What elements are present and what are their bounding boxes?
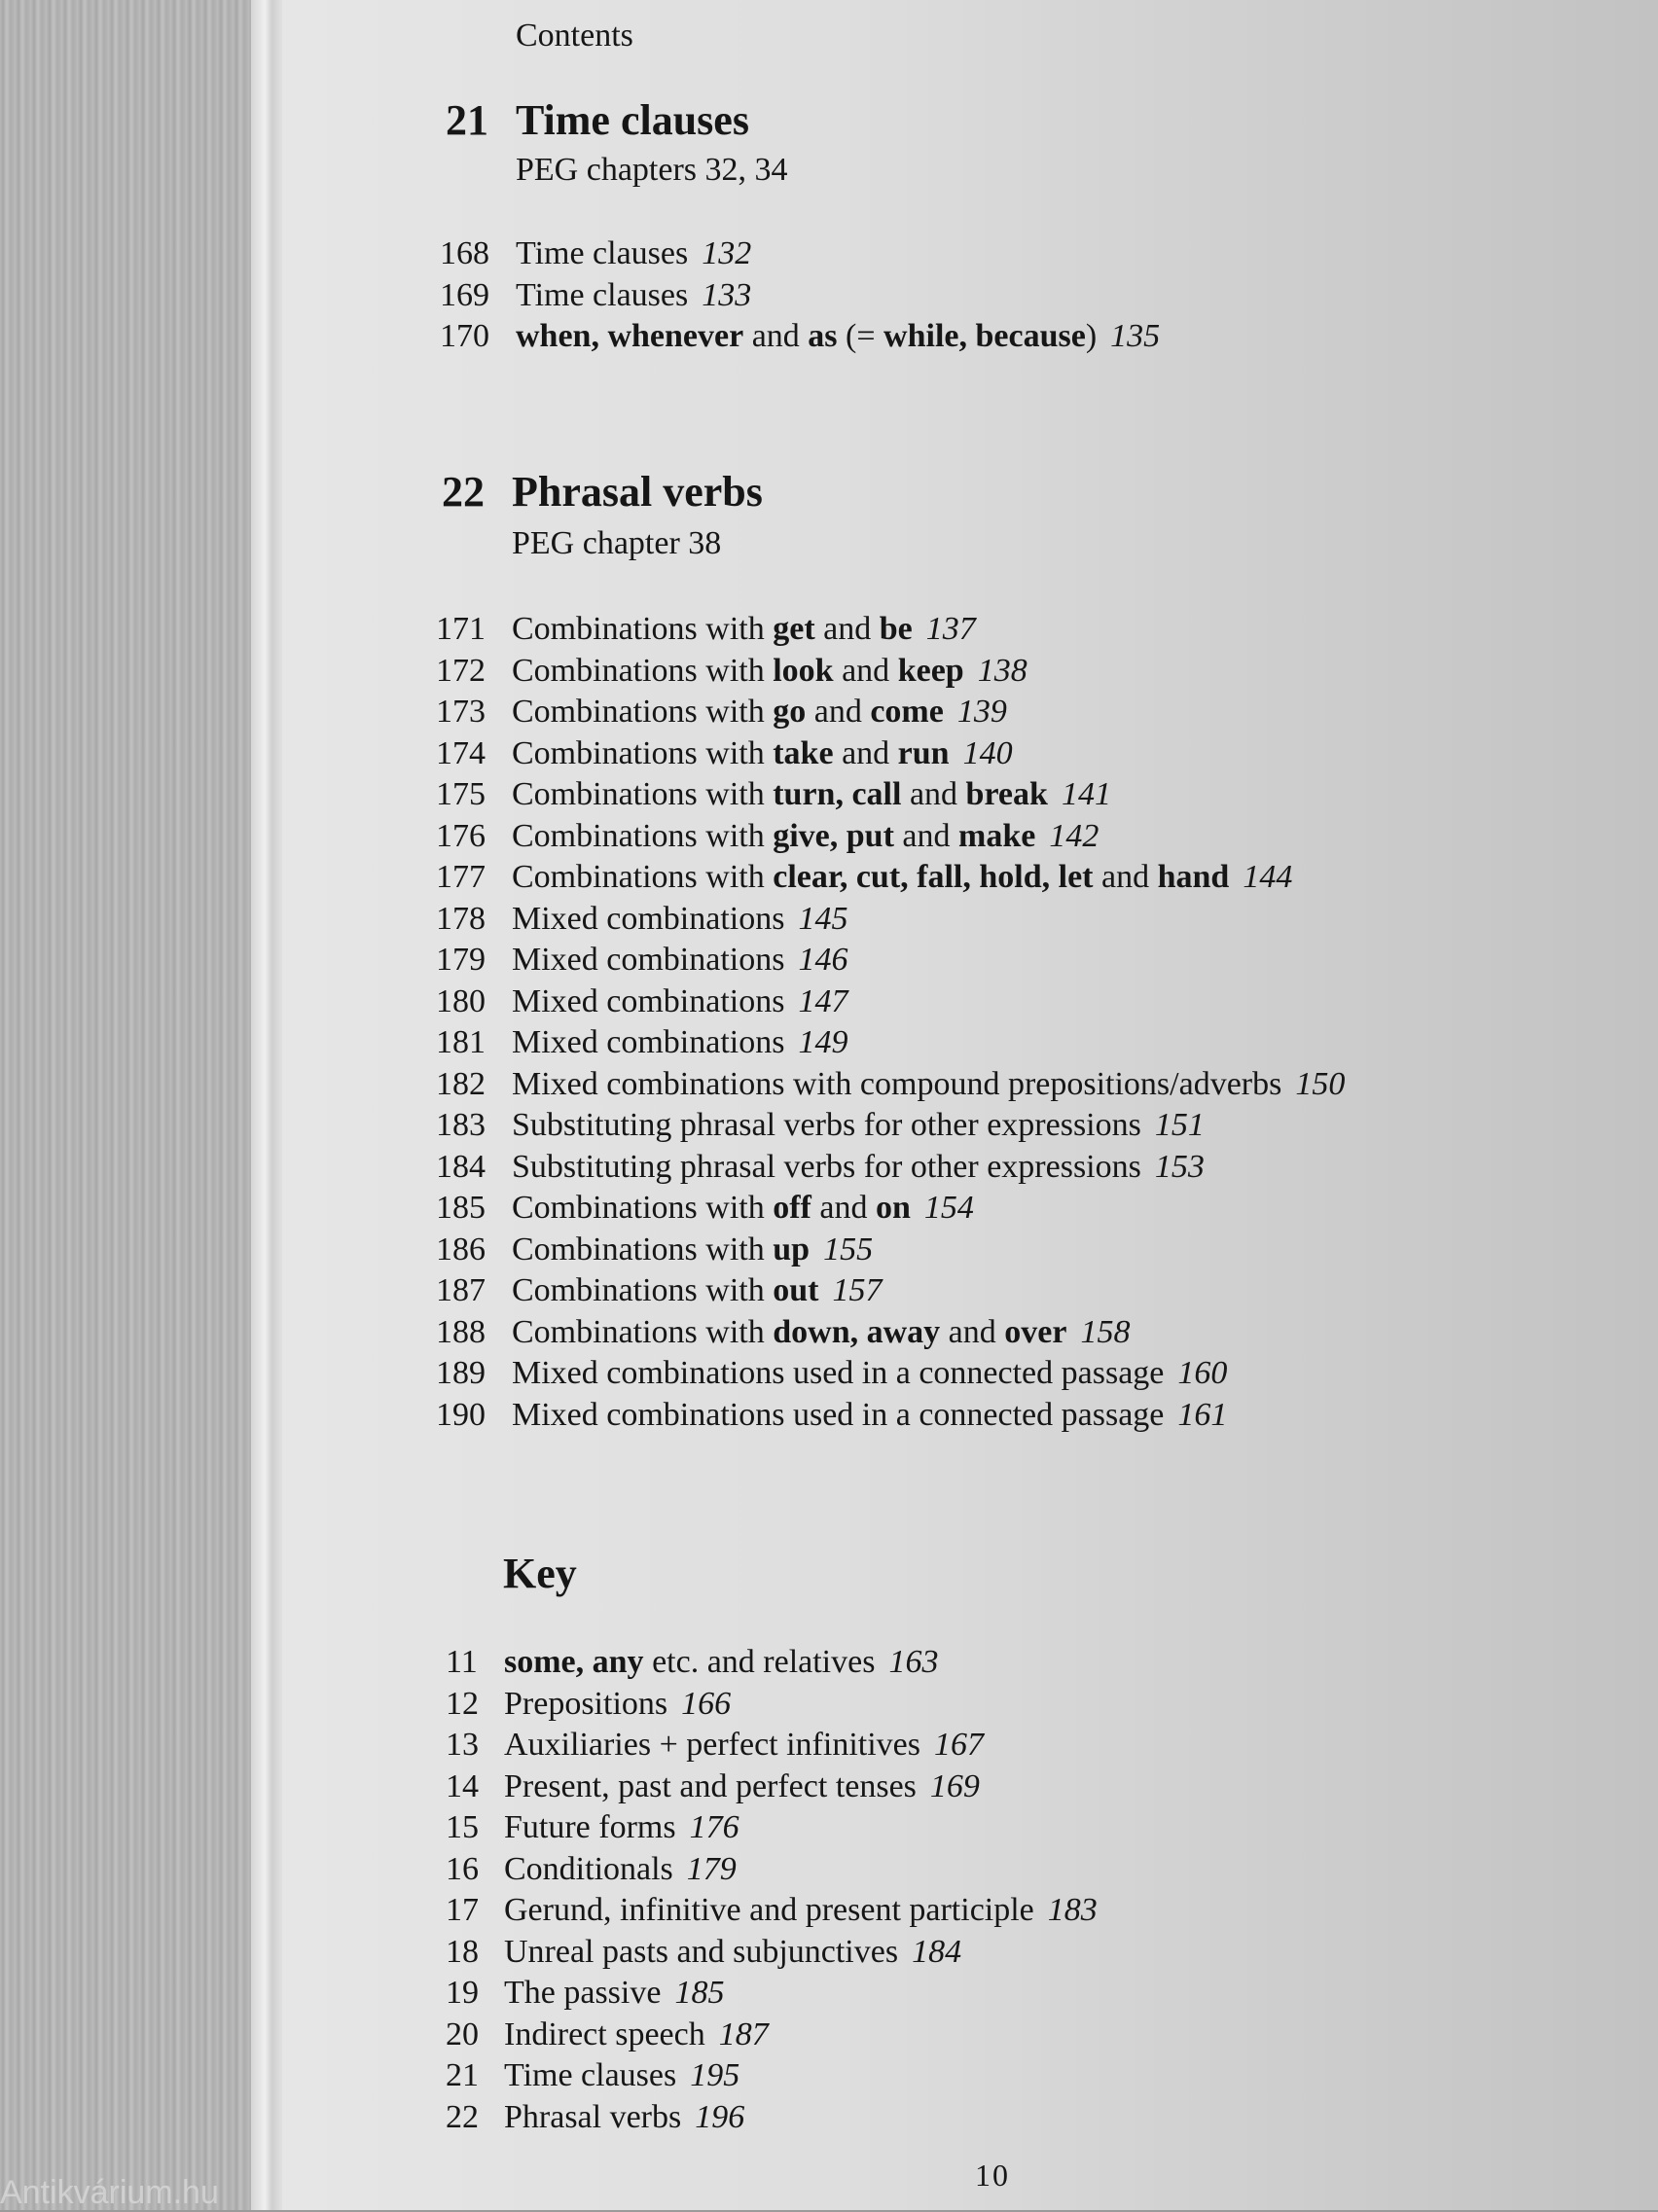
entry-text: and [806,694,871,730]
entry-keyword: be [879,611,913,647]
entry-page: 157 [832,1272,883,1308]
toc-entry [446,1849,1098,1891]
entry-text: Combinations with [512,611,774,647]
entry-keyword: some, any [504,1644,644,1680]
entry-keyword: as [808,318,838,354]
entry-text: Mixed combinations used in a connected passage [512,1396,1165,1433]
entry-number: 184 [436,1148,486,1185]
entry-keyword: make [958,817,1036,854]
entry-keyword: give, put [773,817,894,854]
entry-page: 150 [1295,1065,1346,1102]
entry-page: 169 [929,1767,980,1804]
toc-entry [436,1270,1345,1312]
entry-keyword: over [1004,1313,1067,1350]
entry-text: Combinations with [512,776,774,812]
entry-page: 154 [923,1190,974,1226]
entry-page: 185 [674,1975,725,2011]
entry-text: Mixed combinations with compound prepositions/adverbs [512,1065,1282,1102]
entry-text: Combinations with [512,734,774,771]
entry-page: 184 [912,1933,962,1970]
toc-entry [436,899,1345,941]
entry-number: 11 [446,1644,478,1680]
entry-keyword: on [875,1190,911,1226]
entry-page: 144 [1243,859,1293,895]
entry-text: and [833,734,898,771]
toc-entry [436,774,1345,816]
entry-number: 13 [446,1727,479,1763]
entry-keyword: off [773,1190,811,1226]
toc-entry [446,2015,1098,2056]
entry-text: Combinations with [512,652,774,689]
entry-page: 158 [1080,1313,1131,1350]
toc-entry [436,1230,1345,1271]
entry-number: 187 [436,1272,486,1308]
entry-page: 146 [798,942,848,978]
entry-text: Mixed combinations [512,900,785,937]
toc-entry [446,1642,1098,1684]
toc-entry [436,981,1345,1023]
toc-entry [440,316,1160,358]
entry-page: 163 [888,1644,939,1680]
toc-entry [436,1064,1345,1106]
entry-page: 153 [1154,1148,1205,1185]
entry-text: Mixed combinations [512,1024,785,1060]
entry-number: 183 [436,1107,486,1143]
toc-entry [446,1932,1098,1974]
entry-number: 189 [436,1355,486,1391]
entry-text: and [893,817,959,854]
entry-keyword: break [965,776,1048,812]
entry-text: and [901,776,966,812]
entry-text: Phrasal verbs [504,2098,682,2135]
section-subtitle-22: PEG chapter 38 [512,525,722,561]
entry-keyword: turn, call [773,776,902,812]
entry-text: Combinations with [512,1313,774,1350]
entry-number: 15 [446,1809,479,1845]
entry-page: 139 [956,694,1007,730]
entry-number: 19 [446,1975,479,2011]
entry-text: Combinations with [512,859,774,895]
entries-section-21 [440,233,1160,358]
entry-number: 12 [446,1685,479,1722]
background-surface [0,0,263,2210]
toc-entry [436,1395,1345,1437]
section-heading-21 [446,95,749,145]
entry-number: 175 [436,776,486,812]
entry-keyword: take [773,734,834,771]
toc-entry [436,1022,1345,1064]
toc-entry [440,275,1160,317]
toc-entry [436,816,1345,858]
entry-keyword: come [870,694,944,730]
entry-page: 145 [798,900,848,937]
entry-page: 155 [823,1231,874,1267]
entry-text: Conditionals [504,1850,673,1887]
entry-keyword: get [773,611,815,647]
entry-number: 178 [436,900,486,937]
entry-keyword: go [773,694,807,730]
section-subtitle-21: PEG chapters 32, 34 [516,152,788,188]
entry-text: and [743,318,809,354]
toc-entry [436,1353,1345,1395]
toc-entry [436,857,1345,899]
entry-keyword: while, because [883,318,1086,354]
entry-text: Mixed combinations [512,942,785,978]
entry-text: ) [1085,318,1098,354]
entry-number: 180 [436,982,486,1019]
entry-page: 149 [798,1024,848,1060]
entry-page: 141 [1061,776,1111,812]
toc-entry [436,1105,1345,1147]
entry-page: 142 [1049,817,1099,854]
toc-entry [436,692,1345,733]
entry-page: 140 [962,734,1013,771]
toc-entry [446,1766,1098,1808]
entry-keyword: keep [897,652,964,689]
entry-text: Combinations with [512,1190,774,1226]
entry-keyword: clear, cut, fall, hold, let [773,859,1094,895]
entry-page: 160 [1177,1355,1228,1391]
entry-page: 161 [1177,1396,1228,1433]
entry-number: 179 [436,942,486,978]
entry-text: Substituting phrasal verbs for other expressions [512,1148,1141,1185]
entry-text: Combinations with [512,1231,774,1267]
key-heading: Key [503,1550,577,1597]
entry-number: 18 [446,1933,479,1970]
entry-number: 173 [436,694,486,730]
page-edge [251,0,286,2210]
entry-number: 22 [446,2098,479,2135]
entry-page: 137 [925,611,976,647]
toc-entry [446,2055,1098,2097]
entry-keyword: run [897,734,950,771]
toc-entry [446,1973,1098,2015]
entry-number: 177 [436,859,486,895]
entry-text: Time clauses [504,2057,677,2093]
entry-number: 176 [436,817,486,854]
entry-text: Substituting phrasal verbs for other expressions [512,1107,1141,1143]
entry-number: 174 [436,734,486,771]
entry-page: 135 [1110,318,1161,354]
section-title: Time clauses [516,96,749,144]
entry-page: 196 [695,2098,745,2135]
entry-number: 14 [446,1767,479,1804]
entry-page: 133 [702,276,752,313]
toc-entry [436,609,1345,651]
entry-number: 21 [446,2057,479,2093]
entry-text: Time clauses [516,276,689,313]
entry-keyword: when, whenever [516,318,744,354]
watermark: Antikvárium.hu [0,2174,219,2211]
toc-entry [446,1890,1098,1932]
entries-section-22 [436,609,1345,1436]
running-head: Contents [516,18,633,54]
toc-entry [436,1312,1345,1354]
entry-keyword: up [773,1231,811,1267]
entry-text: Mixed combinations [512,982,785,1019]
entry-page: 183 [1047,1892,1098,1928]
entry-number: 172 [436,652,486,689]
entry-page: 195 [690,2057,740,2093]
entry-text: Future forms [504,1809,676,1845]
entry-text: and [814,611,880,647]
section-heading-22 [442,467,763,517]
entry-number: 169 [440,276,489,313]
entry-keyword: look [773,652,834,689]
entry-text: and [811,1190,876,1226]
entry-text: (= [837,318,884,354]
entry-page: 176 [689,1809,739,1845]
entry-number: 186 [436,1231,486,1267]
toc-entry [446,1725,1098,1766]
entry-page: 147 [798,982,848,1019]
entry-page: 167 [934,1727,984,1763]
entry-text: Time clauses [516,235,689,271]
entry-number: 170 [440,318,489,354]
entry-page: 132 [702,235,752,271]
toc-entry [446,2097,1098,2139]
entry-text: Indirect speech [504,2016,705,2052]
entry-page: 187 [718,2016,769,2052]
section-number: 21 [446,96,488,144]
entry-number: 181 [436,1024,486,1060]
toc-entry [436,1147,1345,1189]
toc-entry [446,1807,1098,1849]
entry-number: 20 [446,2016,479,2052]
toc-entry [436,651,1345,693]
entry-page: 179 [686,1850,737,1887]
entry-number: 190 [436,1396,486,1433]
entry-text: Combinations with [512,1272,774,1308]
toc-entry [446,1684,1098,1726]
page-number: 10 [975,2158,1010,2193]
entry-keyword: out [773,1272,819,1308]
entry-text: Unreal pasts and subjunctives [504,1933,899,1970]
entry-text: etc. and relatives [643,1644,876,1680]
entry-text: Auxiliaries + perfect infinitives [504,1727,920,1763]
entry-text: and [833,652,898,689]
entry-number: 185 [436,1190,486,1226]
entry-number: 17 [446,1892,479,1928]
entry-page: 151 [1154,1107,1205,1143]
toc-entry [436,940,1345,981]
entry-text: Prepositions [504,1685,668,1722]
toc-entry [436,733,1345,775]
section-number: 22 [442,468,485,516]
entry-page: 166 [681,1685,732,1722]
entry-keyword: down, away [773,1313,941,1350]
entry-number: 168 [440,235,489,271]
entry-text: Gerund, infinitive and present participle [504,1892,1034,1928]
entry-page: 138 [977,652,1027,689]
entry-number: 16 [446,1850,479,1887]
entry-text: Present, past and perfect tenses [504,1767,917,1804]
entry-number: 188 [436,1313,486,1350]
entry-text: and [940,1313,1005,1350]
entry-text: Mixed combinations used in a connected passage [512,1355,1165,1391]
entry-text: The passive [504,1975,662,2011]
entry-text: Combinations with [512,694,774,730]
toc-entry [436,1188,1345,1230]
entry-keyword: hand [1157,859,1230,895]
entry-number: 171 [436,611,486,647]
toc-entry [440,233,1160,275]
section-title: Phrasal verbs [512,468,763,516]
entry-text: Combinations with [512,817,774,854]
entries-key [446,1642,1098,2138]
entry-text: and [1093,859,1158,895]
entry-number: 182 [436,1065,486,1102]
